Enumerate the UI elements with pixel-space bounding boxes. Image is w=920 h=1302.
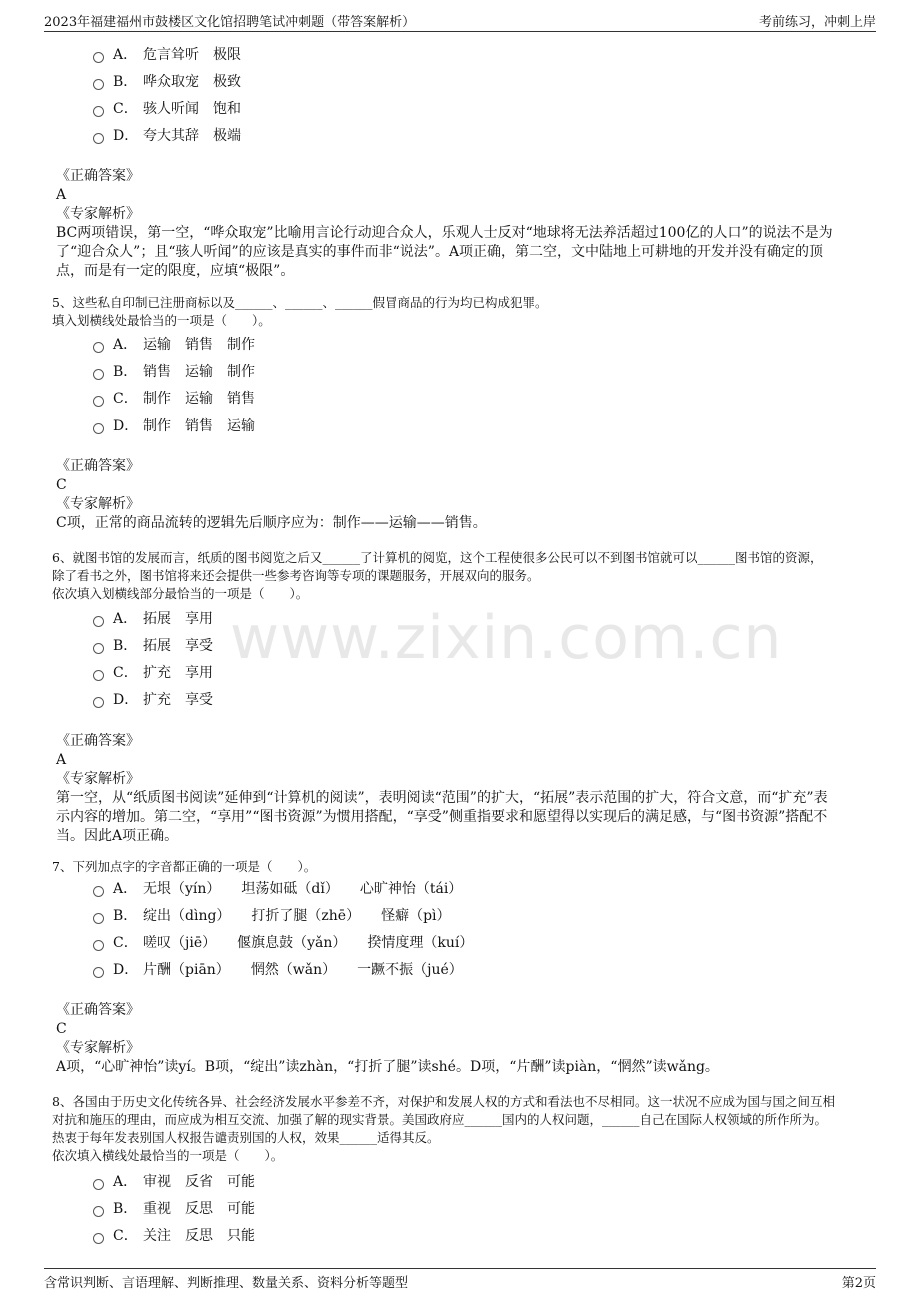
- q4-option-a[interactable]: A． 危言耸听 极限: [93, 42, 241, 66]
- question-7: 7、下列加点字的字音都正确的一项是（ ）。: [52, 859, 317, 874]
- analysis-text: A项，“心旷神怡”读yí。B项，“绽出”读zhàn，“打折了腿”读shé。D项，“片酬”读piàn，“惘然”读wǎng。: [56, 1059, 719, 1075]
- q5-option-b[interactable]: B． 销售 运输 制作: [93, 359, 255, 383]
- header-slogan: 考前练习，冲刺上岸: [758, 15, 876, 30]
- radio-icon[interactable]: [93, 940, 104, 951]
- radio-icon[interactable]: [93, 697, 104, 708]
- footer-divider: [44, 1268, 876, 1269]
- q6-option-d[interactable]: D． 扩充 享受: [93, 687, 213, 711]
- radio-icon[interactable]: [93, 342, 104, 353]
- q5-option-c[interactable]: C． 制作 运输 销售: [93, 386, 255, 410]
- q8-option-c[interactable]: C． 关注 反思 只能: [93, 1223, 255, 1247]
- q5-option-a[interactable]: A． 运输 销售 制作: [93, 332, 255, 356]
- answer-label: 《正确答案》: [56, 1002, 140, 1018]
- q5-option-d[interactable]: D． 制作 销售 运输: [93, 413, 255, 437]
- q4-option-b[interactable]: B． 哗众取宠 极致: [93, 69, 241, 93]
- document-title: 2023年福建福州市鼓楼区文化馆招聘笔试冲刺题（带答案解析）: [44, 15, 416, 30]
- analysis-text: BC两项错误，第一空，“哗众取宠”比喻用言论行动迎合众人，乐观人士反对“地球将无法养活超过100亿的人口”的说法不是为 了“迎合众人”；且“骇人听闻”的应该是真实的事件而非“说法”。A项正确，第二空，文中陆地上可耕地的开发并没有确定的顶 点，而是有一定的限度，应填“极限”。: [56, 225, 833, 279]
- radio-icon[interactable]: [93, 369, 104, 380]
- header-divider: [44, 31, 876, 32]
- q7-option-b[interactable]: B． 绽出（dìng） 打折了腿（zhē） 怪癖（pì）: [93, 903, 451, 927]
- analysis-label: 《专家解析》: [56, 206, 140, 222]
- radio-icon[interactable]: [93, 1233, 104, 1244]
- answer-value: C: [56, 1021, 67, 1037]
- q4-option-d[interactable]: D． 夸大其辞 极端: [93, 123, 241, 147]
- answer-label: 《正确答案》: [56, 168, 140, 184]
- radio-icon[interactable]: [93, 913, 104, 924]
- q4-option-c[interactable]: C． 骇人听闻 饱和: [93, 96, 241, 120]
- question-6: 6、就图书馆的发展而言，纸质的图书阅览之后又______了计算机的阅览，这个工程使很多公民可以不到图书馆就可以______图书馆的资源， 除了看书之外，图书馆将来还会提供一些参考咨询等专项的课题服务，开展双向的服务。 依次填入划横线部分最恰当的一项是（ ）。: [52, 550, 823, 601]
- answer-label: 《正确答案》: [56, 733, 140, 749]
- radio-icon[interactable]: [93, 133, 104, 144]
- q8-option-b[interactable]: B． 重视 反思 可能: [93, 1196, 255, 1220]
- analysis-label: 《专家解析》: [56, 771, 140, 787]
- radio-icon[interactable]: [93, 1206, 104, 1217]
- question-5: 5、这些私自印制已注册商标以及______、______、______假冒商品的行为均已构成犯罪。 填入划横线处最恰当的一项是（ ）。: [52, 295, 548, 328]
- answer-value: A: [56, 187, 67, 203]
- q6-option-a[interactable]: A． 拓展 享用: [93, 606, 213, 630]
- analysis-label: 《专家解析》: [56, 1040, 140, 1056]
- radio-icon[interactable]: [93, 616, 104, 627]
- question-8: 8、各国由于历史文化传统各异、社会经济发展水平参差不齐，对保护和发展人权的方式和看法也不尽相同。这一状况不应成为国与国之间互相 对抗和施压的理由，而应成为相互交流、加强了解的现实背景。美国政府应______国内的人权问题，______自己在国际人权领域的所作所为。 热衷于每年发表别国人权报告谴责别国的人权，效果______适得其反。 依次填入横线处最恰当的一项是（ ）。: [52, 1094, 835, 1163]
- footer-categories: 含常识判断、言语理解、判断推理、数量关系、资料分析等题型: [44, 1276, 409, 1291]
- answer-label: 《正确答案》: [56, 458, 140, 474]
- answer-value: A: [56, 752, 67, 768]
- analysis-text: C项，正常的商品流转的逻辑先后顺序应为：制作——运输——销售。: [56, 515, 487, 531]
- radio-icon[interactable]: [93, 967, 104, 978]
- radio-icon[interactable]: [93, 106, 104, 117]
- page-header: [0, 0, 920, 34]
- radio-icon[interactable]: [93, 1179, 104, 1190]
- radio-icon[interactable]: [93, 423, 104, 434]
- radio-icon[interactable]: [93, 52, 104, 63]
- page-number: 第2页: [841, 1276, 876, 1291]
- q7-option-a[interactable]: A． 无垠（yín） 坦荡如砥（dǐ） 心旷神怡（tái）: [93, 876, 462, 900]
- radio-icon[interactable]: [93, 79, 104, 90]
- q7-option-c[interactable]: C． 嗟叹（jiē） 偃旗息鼓（yǎn） 揆情度理（kuí）: [93, 930, 473, 954]
- radio-icon[interactable]: [93, 396, 104, 407]
- answer-value: C: [56, 477, 67, 493]
- q7-option-d[interactable]: D． 片酬（piān） 惘然（wǎn） 一蹶不振（jué）: [93, 957, 463, 981]
- analysis-text: 第一空，从“纸质图书阅读”延伸到“计算机的阅读”，表明阅读“范围”的扩大，“拓展”表示范围的扩大，符合文意，而“扩充”表 示内容的增加。第二空，“享用”“图书资源”为惯用搭配，“享受”侧重指要求和愿望得以实现后的满足感，与“图书资源”搭配不 当。因此A项正确。: [56, 790, 828, 844]
- q6-option-c[interactable]: C． 扩充 享用: [93, 660, 213, 684]
- page-footer: [0, 1262, 920, 1302]
- watermark: www.zixin.com.cn: [230, 603, 783, 673]
- radio-icon[interactable]: [93, 643, 104, 654]
- q8-option-a[interactable]: A． 审视 反省 可能: [93, 1169, 255, 1193]
- q6-option-b[interactable]: B． 拓展 享受: [93, 633, 213, 657]
- radio-icon[interactable]: [93, 886, 104, 897]
- radio-icon[interactable]: [93, 670, 104, 681]
- analysis-label: 《专家解析》: [56, 496, 140, 512]
